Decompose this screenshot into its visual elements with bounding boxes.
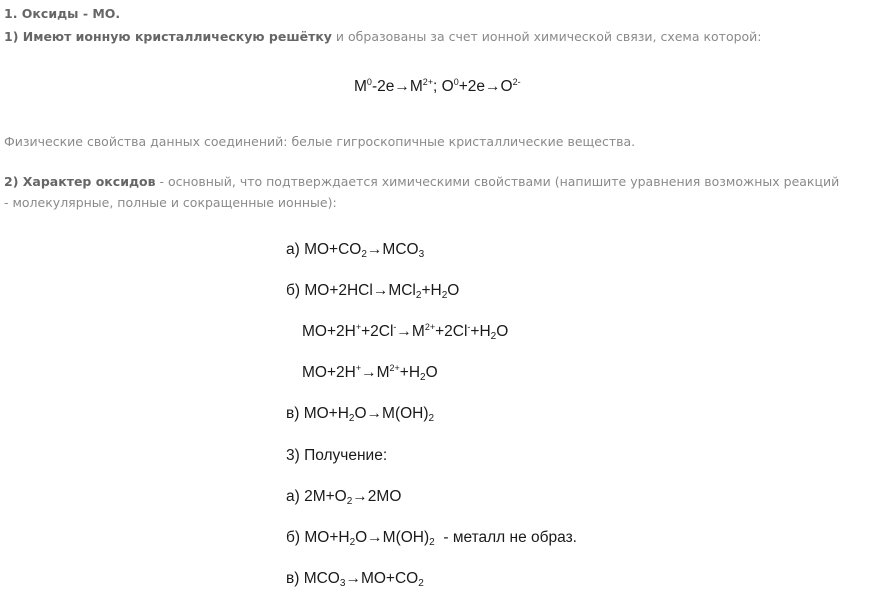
eq-bs-part3: +H — [399, 364, 421, 381]
eq-bi-sup3: 2+ — [424, 322, 436, 332]
eq-a-sub1: 2 — [361, 249, 367, 260]
prep-v-sub2: 2 — [418, 578, 424, 589]
eq-b-part2: +H — [421, 282, 442, 299]
prep-v-part2: →MO+CO — [345, 570, 419, 587]
scheme-o-rest: +2e→O — [458, 78, 513, 95]
prep-b-part1: б) MO+H — [286, 529, 350, 546]
point2-text-continued: - молекулярные, полные и сокращенные ионные): — [4, 195, 337, 210]
scheme-m-rest: -2e→M — [371, 78, 423, 95]
eq-v-sub1: 2 — [348, 413, 355, 424]
eq-a-part1: а) MO+CO — [286, 241, 362, 258]
eq-b-part3: O — [447, 282, 460, 299]
preparation-v — [286, 569, 424, 589]
section-title: 1. Оксиды - МО. — [4, 6, 121, 21]
point1-text: и образованы за счет ионной химической связи, схема которой: — [331, 29, 762, 44]
equation-a — [286, 240, 424, 260]
eq-a-part2: →MCO — [366, 241, 419, 258]
eq-bs-sup1: + — [355, 363, 362, 373]
eq-bi-part2: +2Cl — [361, 323, 394, 340]
eq-v-part2: O→M(OH) — [354, 405, 429, 422]
prep-v-part1: в) MCO — [286, 570, 340, 587]
eq-a-sub2: 3 — [418, 249, 425, 260]
scheme-sep: ; O — [433, 78, 454, 95]
prep-v-sub1: 3 — [339, 578, 346, 589]
scheme-m2-sup: 2+ — [422, 77, 434, 87]
eq-b-part1: б) MO+2HCl→MCl — [286, 282, 416, 299]
eq-b-sub1: 2 — [415, 290, 422, 301]
equation-b-short-ionic — [302, 363, 438, 383]
prep-b-part2: O→M(OH) — [355, 529, 430, 546]
prep-a-sub1: 2 — [346, 496, 353, 507]
eq-bi-part1: MO+2H — [302, 323, 356, 340]
preparation-title: 3) Получение: — [286, 447, 388, 464]
scheme-o-sup: 0 — [453, 77, 459, 87]
eq-bs-sup2: 2+ — [389, 363, 400, 373]
eq-bi-sub1: 2 — [490, 331, 497, 342]
scheme-m: M — [354, 78, 367, 95]
eq-bi-part5: +H — [470, 323, 491, 340]
scheme-o2-sup: 2- — [512, 77, 521, 87]
prep-b-note: - металл не образ. — [434, 529, 577, 546]
eq-bs-sub1: 2 — [420, 372, 426, 383]
eq-b-sub2: 2 — [441, 290, 448, 301]
eq-bi-part4: +2Cl — [435, 323, 468, 340]
eq-bi-sup1: + — [355, 322, 362, 332]
eq-bs-part2: →M — [361, 364, 390, 381]
point2-text: - основный, что подтверждается химическими свойствами (напишите уравнения возможных реакций — [155, 174, 840, 189]
prep-b-sub2: 2 — [429, 537, 435, 548]
point1-line — [4, 29, 762, 45]
equation-b-full-ionic — [302, 322, 508, 342]
point2-label: 2) Характер оксидов — [4, 174, 156, 189]
equation-v — [286, 404, 434, 424]
preparation-a — [286, 487, 401, 507]
physical-properties: Физические свойства данных соединений: белые гигроскопичные кристаллические вещества. — [4, 134, 636, 149]
equation-b-molecular — [286, 281, 459, 301]
prep-b-sub1: 2 — [349, 537, 356, 548]
eq-v-sub2: 2 — [428, 413, 435, 424]
ionic-bond-scheme — [354, 77, 521, 97]
eq-bs-part4: O — [425, 364, 438, 381]
eq-bi-part6: O — [496, 323, 509, 340]
preparation-b — [286, 528, 577, 548]
point1-label: 1) Имеют ионную кристаллическую решётку — [4, 29, 332, 44]
eq-bi-sup4: - — [467, 322, 471, 332]
eq-bi-sup2: - — [393, 322, 397, 332]
eq-bi-part3: →M — [396, 323, 425, 340]
prep-a-part1: а) 2M+O — [286, 488, 347, 505]
eq-v-part1: в) MO+H — [286, 405, 349, 422]
point2-line — [4, 174, 839, 190]
prep-a-part2: →2MO — [352, 488, 402, 505]
eq-bs-part1: MO+2H — [302, 364, 356, 381]
scheme-m-sup: 0 — [366, 77, 372, 87]
